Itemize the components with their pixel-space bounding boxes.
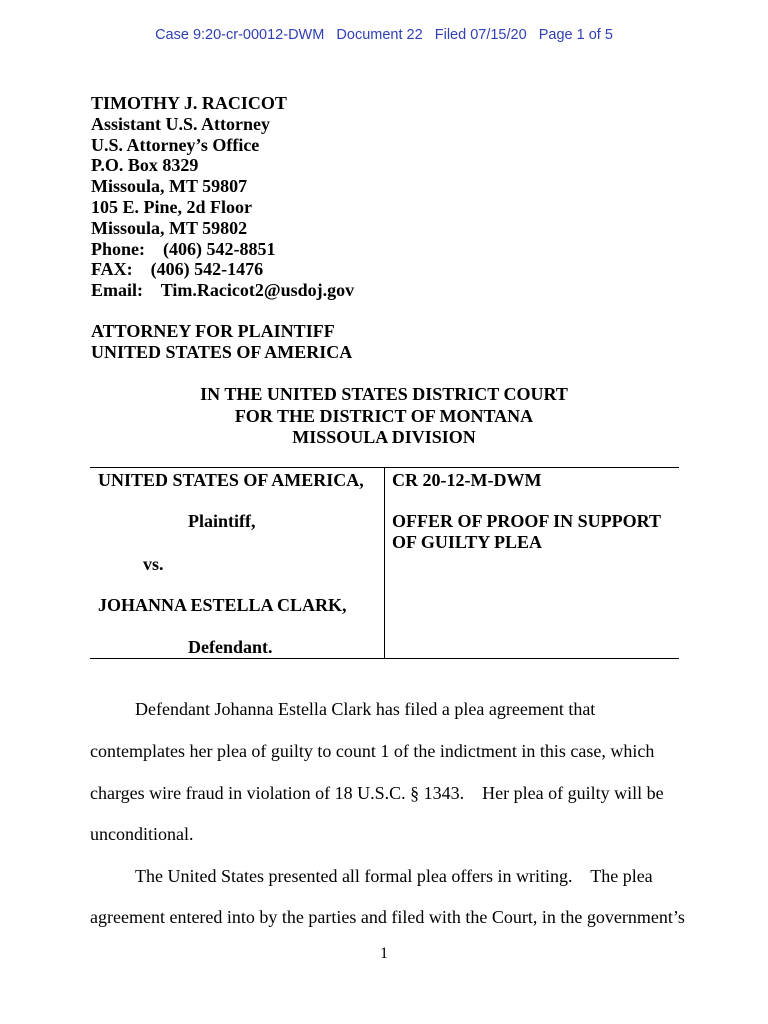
body-line-4: unconditional.	[90, 824, 194, 844]
fax-value: (406) 542-1476	[150, 259, 264, 280]
attorney-name: TIMOTHY J. RACICOT	[91, 93, 287, 113]
defendant-role: Defendant.	[188, 637, 273, 657]
body-line-2: contemplates her plea of guilty to count 1 of the indictment in this case, which	[90, 741, 655, 761]
case-caption-table	[90, 467, 679, 659]
attorney-fax-line	[91, 259, 354, 280]
attorney-email-line	[91, 280, 354, 301]
attorney-office: U.S. Attorney’s Office	[91, 134, 260, 155]
body-line-5: The United States presented all formal plea offers in writing. The plea	[135, 866, 653, 886]
court-line-3: MISSOULA DIVISION	[292, 427, 476, 447]
page-indicator: Page 1 of 5	[538, 27, 613, 43]
attorney-city-1: Missoula, MT 59807	[91, 176, 248, 197]
attorney-phone-line	[91, 239, 354, 260]
versus-label: vs.	[143, 554, 164, 574]
fax-label: FAX:	[91, 259, 133, 280]
representing-line-2: UNITED STATES OF AMERICA	[91, 342, 353, 362]
document-title-line-2: OF GUILTY PLEA	[392, 532, 543, 552]
case-number: Case 9:20-cr-00012-DWM	[155, 27, 325, 43]
ecf-case-header	[0, 26, 768, 44]
representing-block	[91, 321, 352, 363]
case-number-caption: CR 20-12-M-DWM	[392, 470, 542, 490]
document-title	[392, 511, 661, 553]
plaintiff-role: Plaintiff,	[188, 511, 256, 531]
email-value: Tim.Racicot2@usdoj.gov	[160, 280, 355, 301]
representing-line-1: ATTORNEY FOR PLAINTIFF	[91, 321, 335, 341]
attorney-title: Assistant U.S. Attorney	[91, 113, 271, 134]
phone-value: (406) 542-8851	[163, 238, 276, 259]
attorney-city-2: Missoula, MT 59802	[91, 217, 248, 238]
attorney-info-block	[91, 93, 354, 301]
defendant-name: JOHANNA ESTELLA CLARK,	[98, 595, 347, 615]
body-line-6: agreement entered into by the parties and filed with the Court, in the government’s	[90, 907, 685, 927]
court-line-1: IN THE UNITED STATES DISTRICT COURT	[200, 384, 568, 404]
document-title-line-1: OFFER OF PROOF IN SUPPORT	[392, 511, 662, 531]
body-line-3: charges wire fraud in violation of 18 U.S.C. § 1343. Her plea of guilty will be	[90, 783, 664, 803]
filed-date: Filed 07/15/20	[434, 27, 527, 43]
caption-divider	[384, 468, 385, 658]
plaintiff-name: UNITED STATES OF AMERICA,	[98, 470, 364, 490]
page-number: 1	[380, 945, 388, 962]
email-label: Email:	[91, 280, 143, 301]
document-number: Document 22	[336, 27, 423, 43]
phone-label: Phone:	[91, 238, 145, 259]
body-line-1: Defendant Johanna Estella Clark has filed a plea agreement that	[135, 699, 596, 719]
attorney-po-box: P.O. Box 8329	[91, 155, 199, 176]
court-line-2: FOR THE DISTRICT OF MONTANA	[234, 405, 534, 426]
attorney-street: 105 E. Pine, 2d Floor	[91, 196, 252, 217]
court-title-block	[0, 384, 768, 449]
